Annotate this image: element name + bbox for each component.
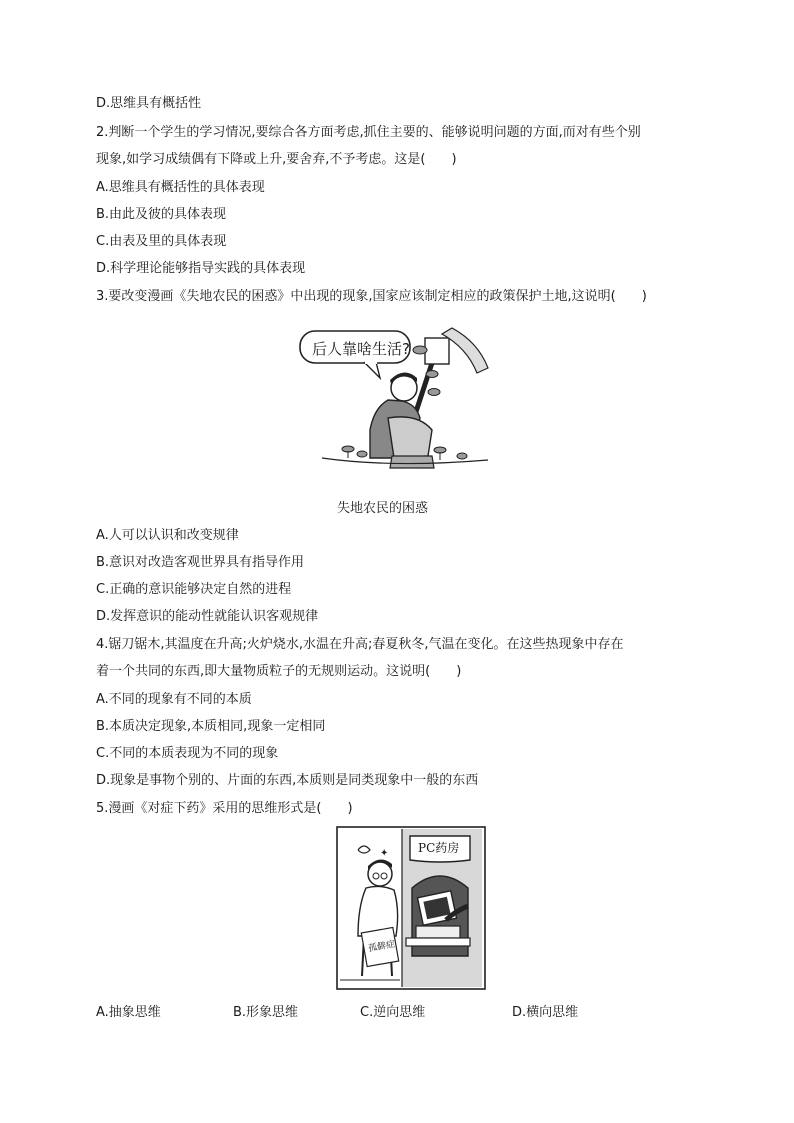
q1-option-d: D.思维具有概括性 [96,96,202,111]
q4-option-c: C.不同的本质表现为不同的现象 [96,746,279,761]
q2-stem-line2: 现象,如学习成绩偶有下降或上升,要舍弃,不予考虑。这是( ) [96,152,457,167]
q3-cartoon [292,318,492,478]
q4-option-a: A.不同的现象有不同的本质 [96,692,252,707]
svg-text:✦: ✦ [380,848,389,859]
q2-option-d: D.科学理论能够指导实践的具体表现 [96,261,306,276]
q5-option-d: D.横向思维 [512,1005,579,1020]
q5-sign-text: PC药房 [418,841,460,855]
q3-option-a: A.人可以认识和改变规律 [96,528,239,543]
q3-option-c: C.正确的意识能够决定自然的进程 [96,582,292,597]
q5-option-a: A.抽象思维 [96,1005,161,1020]
q5-cartoon [336,826,486,990]
q5-stem: 5.漫画《对症下药》采用的思维形式是( ) [96,801,353,816]
q4-stem-line1: 4.锯刀锯木,其温度在升高;火炉烧水,水温在升高;春夏秋冬,气温在变化。在这些热现象中存在 [96,637,624,652]
q3-cartoon-caption: 失地农民的困惑 [337,501,429,516]
q3-speech-text: 后人靠啥生活? [312,340,410,358]
q5-option-c: C.逆向思维 [360,1005,426,1020]
q3-option-b: B.意识对改造客观世界具有指导作用 [96,555,305,570]
q3-stem: 3.要改变漫画《失地农民的困惑》中出现的现象,国家应该制定相应的政策保护土地,这说明( ) [96,289,647,304]
q3-option-d: D.发挥意识的能动性就能认识客观规律 [96,609,319,624]
q5-paper-text: 孤僻症 [367,939,396,955]
q5-option-b: B.形象思维 [233,1005,299,1020]
q2-option-a: A.思维具有概括性的具体表现 [96,180,265,195]
q4-stem-line2: 着一个共同的东西,即大量物质粒子的无规则运动。这说明( ) [96,664,462,679]
q4-option-b: B.本质决定现象,本质相同,现象一定相同 [96,719,326,734]
q2-option-b: B.由此及彼的具体表现 [96,207,227,222]
q2-stem-line1: 2.判断一个学生的学习情况,要综合各方面考虑,抓住主要的、能够说明问题的方面,而对有些个别 [96,125,641,140]
q2-option-c: C.由表及里的具体表现 [96,234,227,249]
q4-option-d: D.现象是事物个别的、片面的东西,本质则是同类现象中一般的东西 [96,773,479,788]
